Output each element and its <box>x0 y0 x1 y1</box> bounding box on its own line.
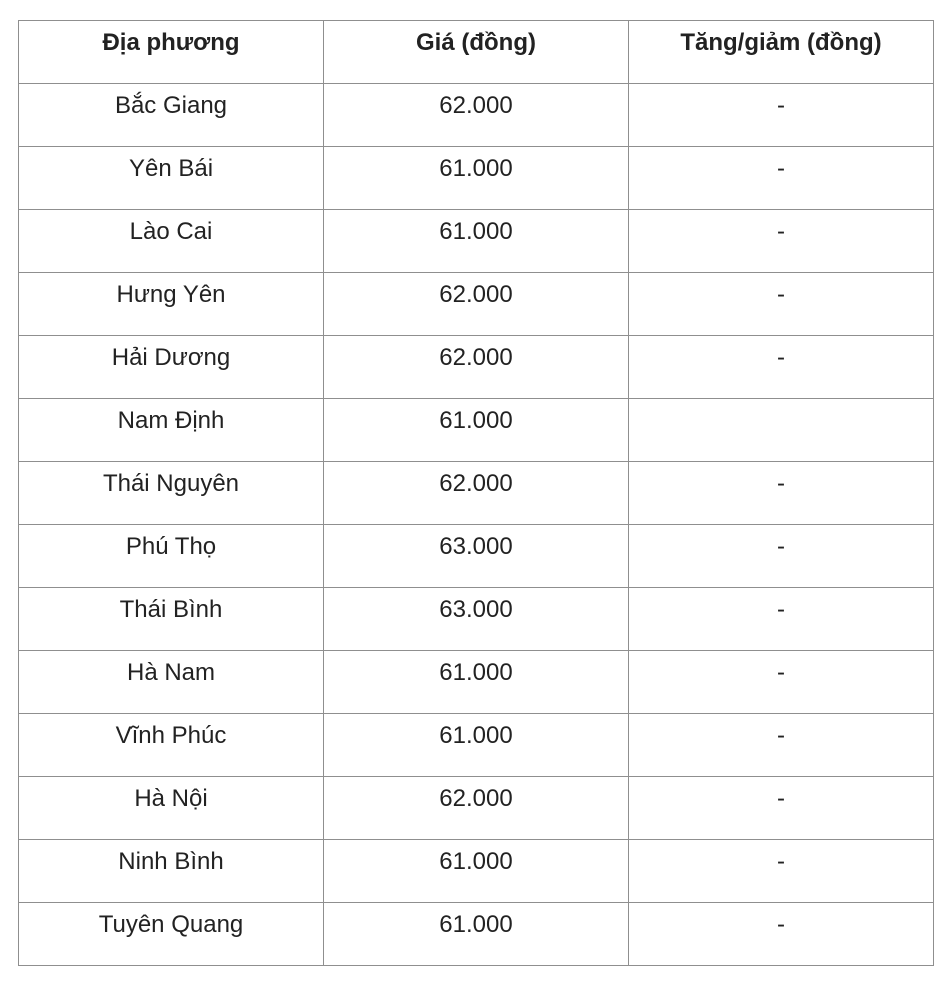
table-row <box>19 147 934 210</box>
cell-price: 62.000 <box>324 336 629 399</box>
cell-change: - <box>629 84 934 147</box>
cell-change: - <box>629 147 934 210</box>
table-row <box>19 651 934 714</box>
cell-location: Hà Nội <box>19 777 324 840</box>
cell-price: 62.000 <box>324 777 629 840</box>
cell-location: Hà Nam <box>19 651 324 714</box>
table-header <box>19 21 934 84</box>
cell-price: 63.000 <box>324 588 629 651</box>
table-row <box>19 336 934 399</box>
cell-change: - <box>629 840 934 903</box>
table-row <box>19 840 934 903</box>
cell-change: - <box>629 462 934 525</box>
cell-price: 61.000 <box>324 147 629 210</box>
cell-change: - <box>629 210 934 273</box>
cell-change: - <box>629 525 934 588</box>
cell-location: Bắc Giang <box>19 84 324 147</box>
table-row <box>19 903 934 966</box>
table-row <box>19 399 934 462</box>
cell-location: Ninh Bình <box>19 840 324 903</box>
cell-change: - <box>629 336 934 399</box>
table-row <box>19 588 934 651</box>
table-row <box>19 462 934 525</box>
cell-location: Phú Thọ <box>19 525 324 588</box>
table-row <box>19 84 934 147</box>
cell-change: - <box>629 273 934 336</box>
cell-location: Lào Cai <box>19 210 324 273</box>
cell-price: 61.000 <box>324 840 629 903</box>
table-row <box>19 777 934 840</box>
header-location: Địa phương <box>19 21 324 84</box>
cell-location: Hải Dương <box>19 336 324 399</box>
cell-change: - <box>629 777 934 840</box>
cell-price: 61.000 <box>324 903 629 966</box>
cell-change <box>629 399 934 462</box>
cell-price: 61.000 <box>324 210 629 273</box>
table-body <box>19 84 934 966</box>
cell-price: 61.000 <box>324 399 629 462</box>
cell-change: - <box>629 903 934 966</box>
table-row <box>19 273 934 336</box>
header-change: Tăng/giảm (đồng) <box>629 21 934 84</box>
cell-price: 62.000 <box>324 84 629 147</box>
cell-change: - <box>629 651 934 714</box>
cell-location: Yên Bái <box>19 147 324 210</box>
cell-price: 62.000 <box>324 462 629 525</box>
cell-price: 62.000 <box>324 273 629 336</box>
cell-price: 61.000 <box>324 651 629 714</box>
cell-location: Nam Định <box>19 399 324 462</box>
price-table <box>18 20 934 966</box>
cell-location: Tuyên Quang <box>19 903 324 966</box>
table-row <box>19 525 934 588</box>
cell-location: Vĩnh Phúc <box>19 714 324 777</box>
cell-change: - <box>629 714 934 777</box>
header-price: Giá (đồng) <box>324 21 629 84</box>
table-row <box>19 714 934 777</box>
cell-price: 63.000 <box>324 525 629 588</box>
header-row <box>19 21 934 84</box>
cell-location: Thái Bình <box>19 588 324 651</box>
cell-location: Thái Nguyên <box>19 462 324 525</box>
cell-price: 61.000 <box>324 714 629 777</box>
table-row <box>19 210 934 273</box>
cell-location: Hưng Yên <box>19 273 324 336</box>
cell-change: - <box>629 588 934 651</box>
